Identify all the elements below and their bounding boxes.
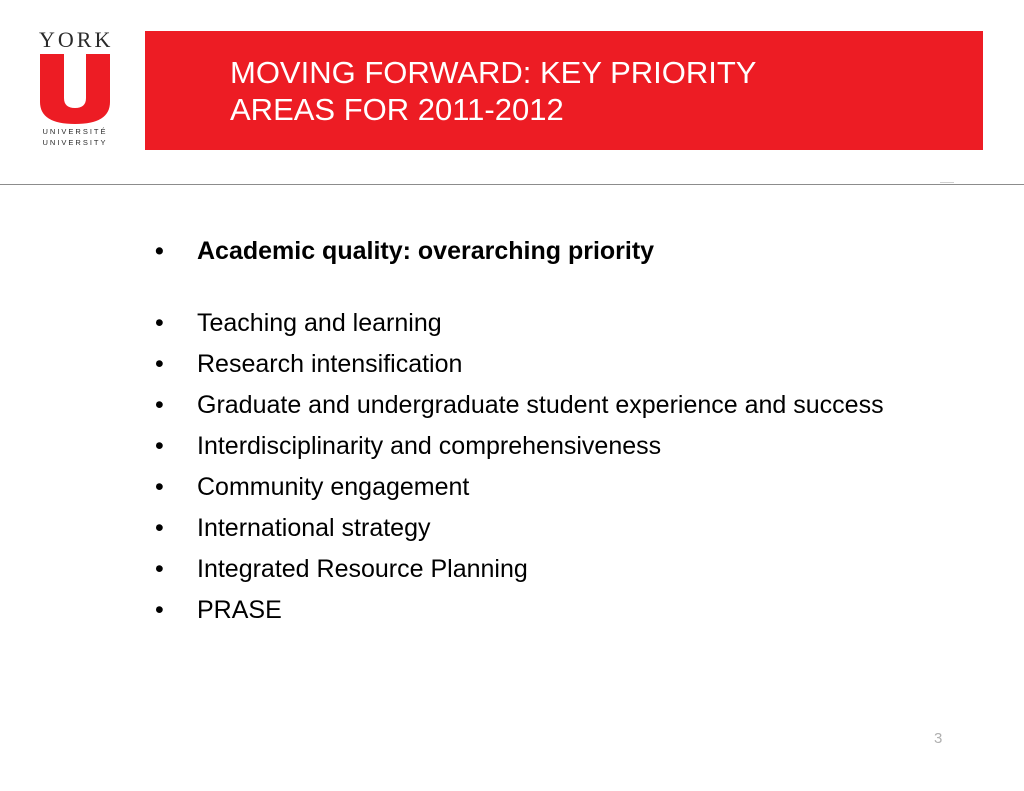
list-item-text: Integrated Resource Planning <box>197 555 528 583</box>
priority-list <box>150 236 930 636</box>
title-banner <box>145 31 983 150</box>
list-item <box>150 390 930 420</box>
list-item-text: Research intensification <box>197 350 463 378</box>
logo-text-university: UNIVERSITY <box>42 138 108 147</box>
list-item-text: Community engagement <box>197 473 470 501</box>
logo-text-universite: UNIVERSITÉ <box>42 127 108 136</box>
list-item <box>150 513 930 543</box>
list-item-text: PRASE <box>197 596 282 624</box>
list-item-text: Academic quality: overarching priority <box>197 237 655 265</box>
title-line-2: AREAS FOR 2011-2012 <box>230 92 564 127</box>
york-university-logo <box>33 28 117 154</box>
logo-u-shape <box>40 54 110 124</box>
bullet-icon: • <box>155 596 164 624</box>
list-item <box>150 472 930 502</box>
slide-title <box>230 54 930 128</box>
bullet-icon: • <box>155 391 164 419</box>
bullet-icon: • <box>155 555 164 583</box>
title-line-1: MOVING FORWARD: KEY PRIORITY <box>230 55 757 90</box>
divider-accent <box>940 182 954 186</box>
list-item <box>150 554 930 584</box>
bullet-icon: • <box>155 514 164 542</box>
list-item-text: Teaching and learning <box>197 309 442 337</box>
bullet-icon: • <box>155 432 164 460</box>
list-item-text: Graduate and undergraduate student experience and success <box>197 391 884 419</box>
bullet-icon: • <box>155 309 164 337</box>
bullet-icon: • <box>155 350 164 378</box>
list-item <box>150 595 930 625</box>
list-item <box>150 308 930 338</box>
logo-wordmark-york: YORK <box>39 27 114 52</box>
list-item <box>150 431 930 461</box>
bullet-icon: • <box>155 473 164 501</box>
bullet-icon: • <box>155 237 164 265</box>
list-item-text: International strategy <box>197 514 431 542</box>
list-item <box>150 349 930 379</box>
header-divider <box>0 184 1024 185</box>
page-number: 3 <box>934 730 943 747</box>
list-item <box>150 236 930 266</box>
list-item-text: Interdisciplinarity and comprehensiveness <box>197 432 662 460</box>
